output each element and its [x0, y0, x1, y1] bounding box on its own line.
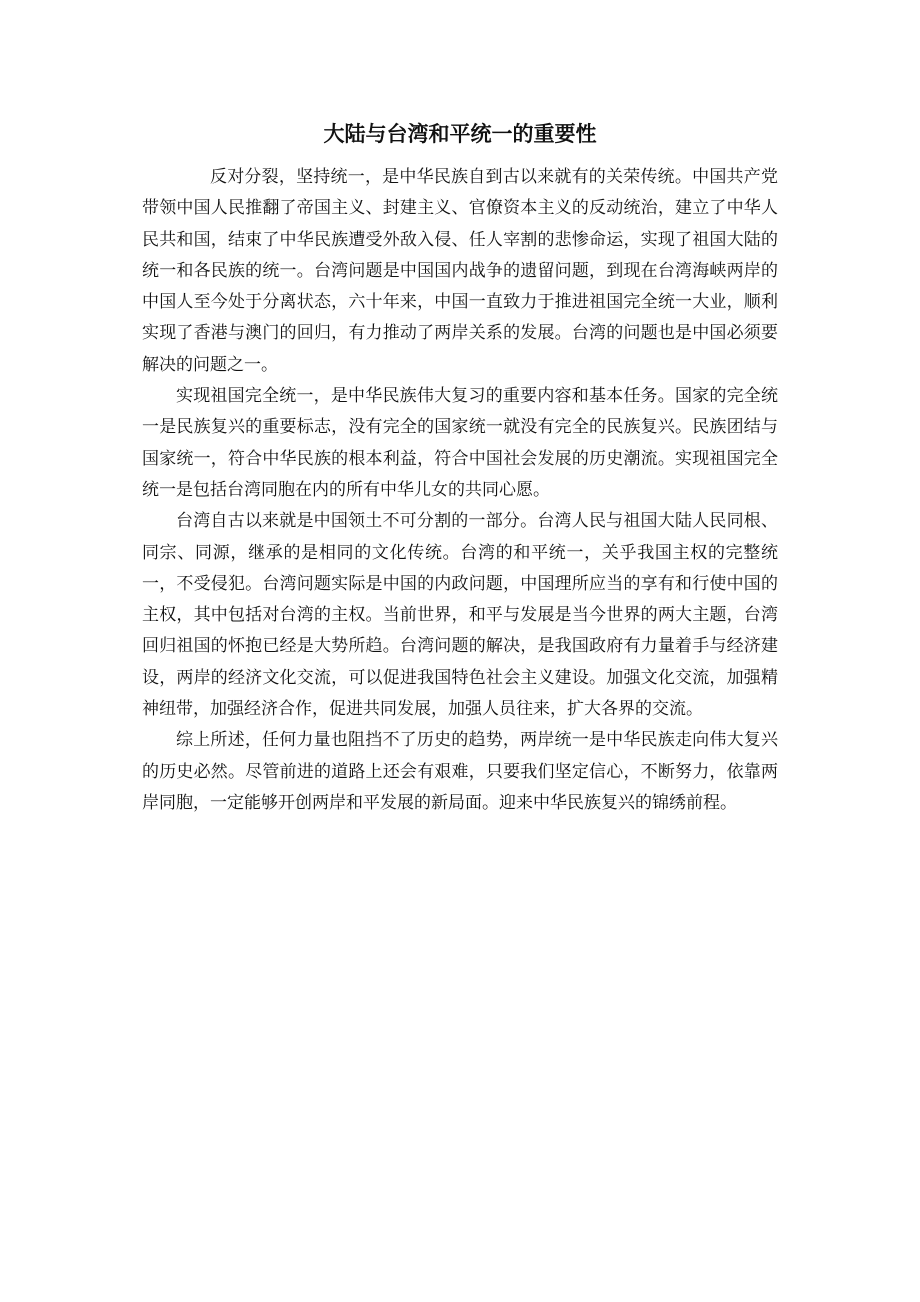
- paragraph-3: 台湾自古以来就是中国领土不可分割的一部分。台湾人民与祖国大陆人民同根、同宗、同源，继承的是相同的文化传统。台湾的和平统一，关乎我国主权的完整统一，不受侵犯。台湾问题实际是中国的内政问题，中国理所应当的享有和行使中国的主权，其中包括对台湾的主权。当前世界，和平与发展是当今世界的两大主题，台湾回归祖国的怀抱已经是大势所趋。台湾问题的解决，是我国政府有力量着手与经济建设，两岸的经济文化交流，可以促进我国特色社会主义建设。加强文化交流，加强精神纽带，加强经济合作，促进共同发展，加强人员往来，扩大各界的交流。: [142, 511, 778, 720]
- paragraph-2: 实现祖国完全统一，是中华民族伟大复习的重要内容和基本任务。国家的完全统一是民族复兴的重要标志，没有完全的国家统一就没有完全的民族复兴。民族团结与国家统一，符合中华民族的根本利益，符合中国社会发展的历史潮流。实现祖国完全统一是包括台湾同胞在内的所有中华儿女的共同心愿。: [142, 386, 778, 500]
- paragraph-1: 反对分裂，坚持统一，是中华民族自到古以来就有的关荣传统。中国共产党带领中国人民推翻了帝国主义、封建主义、官僚资本主义的反动统治，建立了中华人民共和国，结束了中华民族遭受外敌入侵、任人宰割的悲惨命运，实现了祖国大陆的统一和各民族的统一。台湾问题是中国国内战争的遗留问题，到现在台湾海峡两岸的中国人至今处于分离状态，六十年来，中国一直致力于推进祖国完全统一大业，顺利实现了香港与澳门的回归，有力推动了两岸关系的发展。台湾的问题也是中国必须要解决的问题之一。: [142, 167, 778, 375]
- document-body: [142, 162, 778, 819]
- paragraph-4: 综上所述，任何力量也阻挡不了历史的趋势，两岸统一是中华民族走向伟大复兴的历史必然。尽管前进的道路上还会有艰难，只要我们坚定信心，不断努力，依靠两岸同胞，一定能够开创两岸和平发展的新局面。迎来中华民族复兴的锦绣前程。: [142, 730, 778, 813]
- document-title: 大陆与台湾和平统一的重要性: [323, 122, 597, 146]
